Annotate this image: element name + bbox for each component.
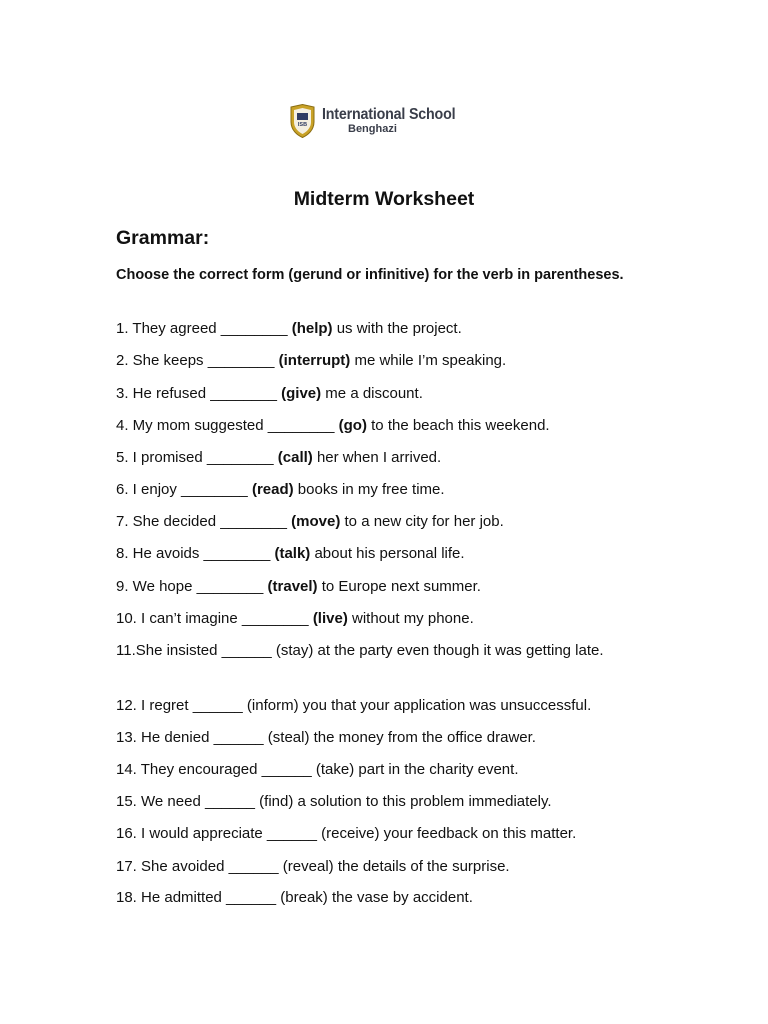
instruction-text: Choose the correct form (gerund or infinitive) for the verb in parentheses.: [116, 267, 624, 283]
school-shield-icon: [289, 104, 316, 138]
question-item: 1. They agreed ________ (help) us with the project.: [116, 320, 462, 337]
question-item: 2. She keeps ________ (interrupt) me while I’m speaking.: [116, 352, 507, 369]
question-item: 12. I regret ______ (inform) you that your application was unsuccessful.: [116, 697, 592, 714]
school-name: International School: [322, 105, 456, 123]
question-item: 3. He refused ________ (give) me a discount.: [116, 385, 423, 402]
question-item: 17. She avoided ______ (reveal) the details of the surprise.: [116, 858, 510, 875]
section-heading: Grammar:: [116, 227, 210, 249]
question-item: 15. We need ______ (find) a solution to this problem immediately.: [116, 793, 552, 810]
school-city: Benghazi: [348, 123, 397, 136]
question-item: 13. He denied ______ (steal) the money from the office drawer.: [116, 729, 536, 746]
question-item: 16. I would appreciate ______ (receive) your feedback on this matter.: [116, 825, 577, 842]
question-item: 9. We hope ________ (travel) to Europe next summer.: [116, 578, 481, 595]
school-logo: [289, 104, 467, 138]
question-item: 18. He admitted ______ (break) the vase by accident.: [116, 889, 473, 906]
question-item: 6. I enjoy ________ (read) books in my free time.: [116, 481, 445, 498]
question-item: 5. I promised ________ (call) her when I arrived.: [116, 449, 442, 466]
question-item: 4. My mom suggested ________ (go) to the beach this weekend.: [116, 417, 550, 434]
question-item: 14. They encouraged ______ (take) part in the charity event.: [116, 761, 519, 778]
question-item: 7. She decided ________ (move) to a new city for her job.: [116, 513, 504, 530]
question-item: 8. He avoids ________ (talk) about his personal life.: [116, 545, 465, 562]
question-item: 11.She insisted ______ (stay) at the party even though it was getting late.: [116, 642, 604, 659]
worksheet-title: Midterm Worksheet: [293, 188, 475, 210]
logo-badge-text: ISB: [297, 122, 308, 128]
question-item: 10. I can’t imagine ________ (live) without my phone.: [116, 610, 474, 627]
